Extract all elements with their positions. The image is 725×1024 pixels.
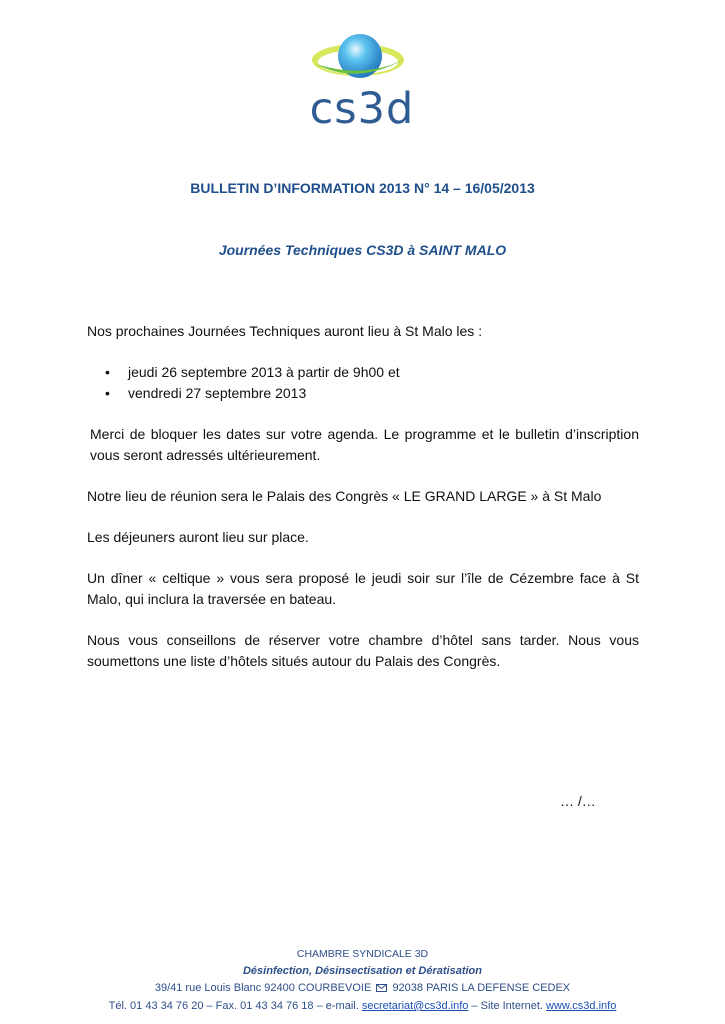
bullet-icon: • — [105, 385, 110, 401]
website-link[interactable]: www.cs3d.info — [546, 1000, 617, 1012]
footer-org: CHAMBRE SYNDICALE 3D — [296, 948, 429, 960]
dinner-paragraph: Un dîner « celtique » vous sera proposé le jeudi soir sur l’île de Cézembre face à St Malo, qui inclura la traversée en bateau. — [87, 570, 639, 607]
date-text: jeudi 26 septembre 2013 à partir de 9h00 et — [128, 364, 400, 380]
intro-paragraph: Nos prochaines Journées Techniques auront lieu à St Malo les : — [87, 323, 483, 339]
date-text: vendredi 27 septembre 2013 — [128, 385, 307, 401]
email-link[interactable]: secretariat@cs3d.info — [361, 1000, 469, 1012]
logo-text: cs3d — [309, 84, 415, 134]
cs3d-logo — [306, 28, 418, 134]
footer-address — [0, 980, 725, 998]
page-footer — [0, 946, 725, 1015]
continuation-mark: … /… — [560, 793, 596, 809]
list-item — [105, 383, 639, 404]
globe-icon — [306, 28, 418, 88]
lunch-paragraph: Les déjeuners auront lieu sur place. — [87, 529, 309, 545]
footer-contact — [0, 998, 725, 1015]
venue-paragraph: Notre lieu de réunion sera le Palais des Congrès « LE GRAND LARGE » à St Malo — [87, 488, 602, 504]
address-part2: 92038 PARIS LA DEFENSE CEDEX — [392, 982, 571, 994]
site-prefix: – Site Internet. — [468, 1000, 547, 1012]
list-item — [105, 362, 639, 383]
agenda-paragraph: Merci de bloquer les dates sur votre agenda. Le programme et le bulletin d’inscription vous seront adressés ultérieurement. — [90, 426, 639, 463]
contact-prefix: Tél. 01 43 34 76 20 – Fax. 01 43 34 76 18 – e-mail. — [108, 1000, 362, 1012]
letter-body — [87, 321, 639, 672]
envelope-icon — [376, 981, 387, 998]
dates-list — [87, 362, 639, 404]
address-part1: 39/41 rue Louis Blanc 92400 COURBEVOIE — [154, 982, 372, 994]
hotel-paragraph: Nous vous conseillons de réserver votre chambre d’hôtel sans tarder. Nous vous soumettons une liste d’hôtels situés autour du Palais des Congrès. — [87, 632, 639, 669]
footer-tagline: Désinfection, Désinsectisation et Dératisation — [242, 965, 482, 977]
bulletin-title: BULLETIN D’INFORMATION 2013 N° 14 – 16/05/2013 — [190, 180, 535, 196]
bulletin-subtitle: Journées Techniques CS3D à SAINT MALO — [218, 242, 507, 258]
bullet-icon: • — [105, 364, 110, 380]
